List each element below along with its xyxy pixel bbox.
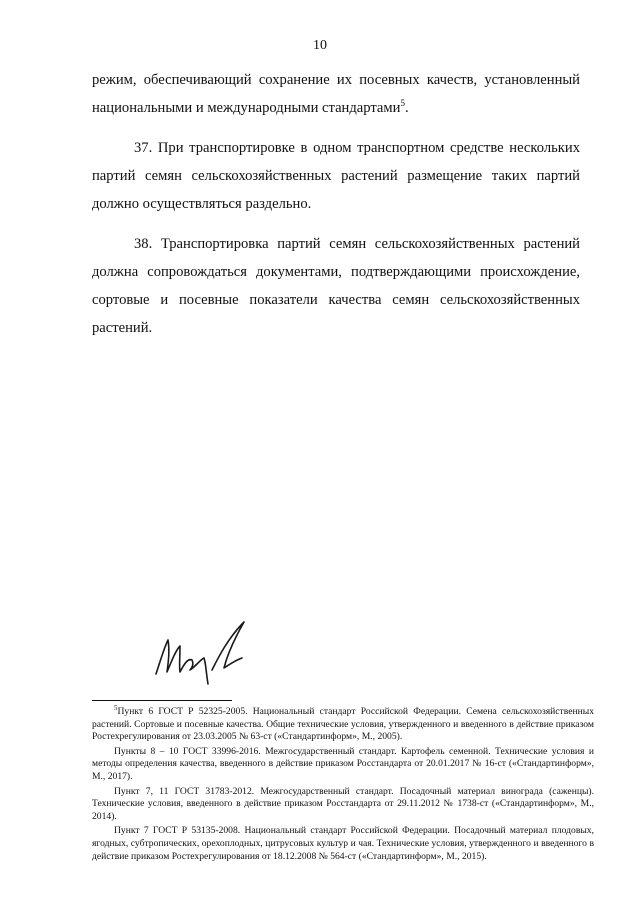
footnote-mark: 5 bbox=[114, 703, 118, 712]
paragraph-text: режим, обеспечивающий сохранение их посевных качеств, установленный национальными и международными стандартами bbox=[92, 72, 580, 116]
footnote-text: Пункты 8 – 10 ГОСТ 33996-2016. Межгосударственный стандарт. Картофель семенной. Технические условия и методы определения качества, введенного в действие приказом Росстандарта от 20.01.2017 № 16-ст («Стандартинформ», М., 2017). bbox=[92, 745, 594, 782]
paragraph-end: . bbox=[404, 100, 409, 116]
handwritten-signature bbox=[152, 618, 262, 688]
footnote-text: Пункт 7, 11 ГОСТ 31783-2012. Межгосударственный стандарт. Посадочный материал винограда (саженцы). Технические условия, введенного в действие приказом Росстандарта от 29.11.2012 № 1738-ст («Стандартинформ», М., 2014). bbox=[92, 785, 594, 822]
footnotes bbox=[92, 703, 594, 865]
page-number: 10 bbox=[313, 38, 327, 53]
footnote-reference: 5 bbox=[400, 98, 405, 109]
footnote-5 bbox=[92, 703, 594, 744]
paragraph-continuation bbox=[92, 66, 580, 122]
footnote-text: Пункт 7 ГОСТ Р 53135-2008. Национальный стандарт Российской Федерации. Посадочный материал плодовых, ягодных, субтропических, орехоплодных, цитрусовых культур и чая. Технические условия, утвержденного и введенного в действие приказом Ростехрегулирования от 18.12.2008 № 564-ст («Стандартинформ», М., 2015). bbox=[92, 825, 594, 862]
paragraph-38: 38. Транспортировка партий семян сельскохозяйственных растений должна сопровождаться документами, подтверждающими происхождение, сортовые и посевные показатели качества семян сельскохозяйственных растений. bbox=[92, 236, 580, 336]
footnote-divider bbox=[92, 700, 232, 701]
paragraph-37: 37. При транспортировке в одном транспортном средстве нескольких партий семян сельскохозяйственных растений размещение таких партий должно осуществляться раздельно. bbox=[92, 140, 580, 212]
document-body bbox=[92, 66, 580, 342]
footnote-text: Пункт 6 ГОСТ Р 52325-2005. Национальный стандарт Российской Федерации. Семена сельскохозяйственных растений. Сортовые и посевные качества. Общие технические условия, утвержденного и введенного в действие приказом Ростехрегулирования от 23.03.2005 № 63-ст («Стандартинформ», М., 2005). bbox=[92, 706, 594, 743]
